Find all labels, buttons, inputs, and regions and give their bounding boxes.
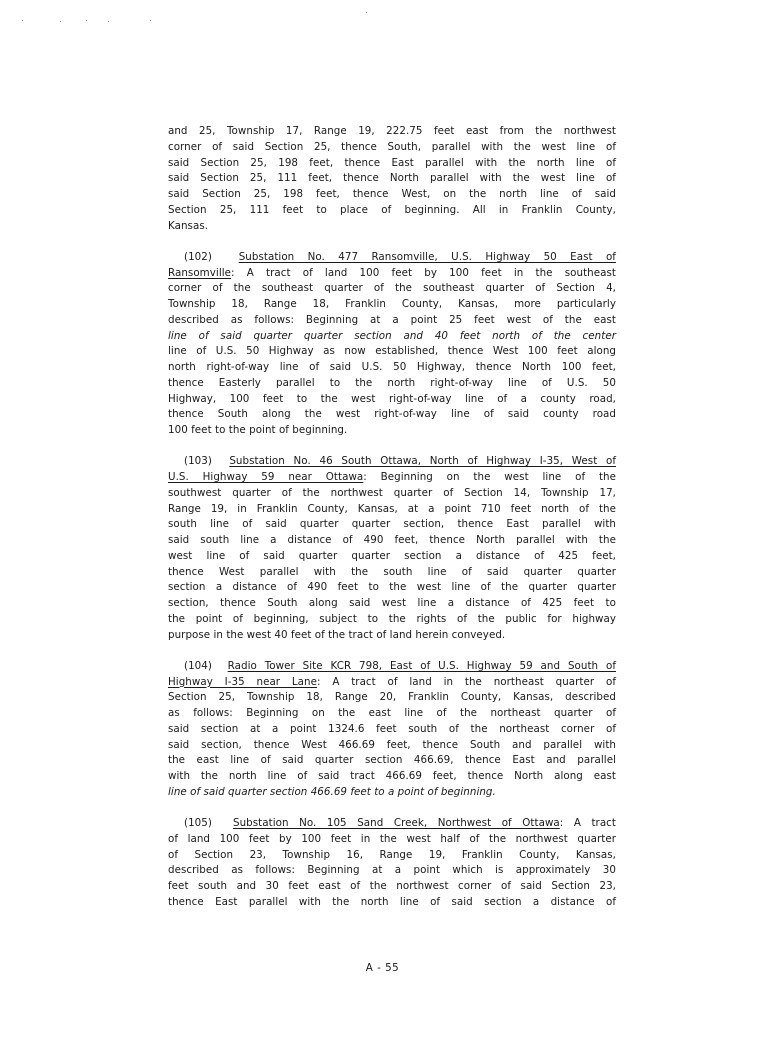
text-line: section a distance of 490 feet to the west line of the quarter quarter	[168, 581, 616, 594]
text-line: Section 25, Township 18, Range 20, Franklin County, Kansas, described	[168, 691, 616, 704]
scan-speck	[86, 20, 87, 21]
paragraph-104	[168, 659, 616, 801]
text-line: said south line a distance of 490 feet, thence North parallel with the	[168, 534, 616, 546]
text-run: : A tract of land in the northeast quarter of	[317, 675, 617, 688]
text-line: said Section 25, 198 feet, thence East parallel with the north line of	[168, 156, 616, 169]
paragraph-105	[168, 816, 616, 911]
heading-line	[168, 659, 616, 675]
text-line: south line of said quarter quarter section, thence East parallel with	[168, 518, 616, 531]
heading-line	[168, 250, 616, 266]
scan-speck	[22, 20, 23, 21]
page-number: A - 55	[365, 962, 400, 974]
item-heading-continued: U.S. Highway 59 near Ottawa	[168, 471, 364, 483]
text-line: the point of beginning, subject to the rights of the public for highway	[168, 612, 616, 625]
paragraph-continuation	[168, 124, 616, 234]
text-run: : A tract	[559, 817, 616, 829]
text-line: purpose in the west 40 feet of the tract of land herein conveyed.	[168, 628, 506, 641]
text-line: Highway, 100 feet to the west right-of-way line of a county road,	[168, 392, 616, 405]
text-line: described as follows: Beginning at a point 25 feet west of the east	[168, 313, 616, 326]
text-line: line of said quarter quarter section and 40 feet north of the center	[168, 329, 616, 342]
text-line: thence South along the west right-of-way line of said county road	[168, 408, 616, 421]
heading-line	[168, 675, 616, 691]
text-line: said section at a point 1324.6 feet south of the northeast corner of	[168, 722, 616, 735]
text-line: described as follows: Beginning at a point which is approximately 30	[168, 864, 616, 877]
text-line: southwest quarter of the northwest quarter of Section 14, Township 17,	[168, 486, 616, 499]
item-heading-continued: Highway I-35 near Lane	[168, 675, 317, 688]
text-line: corner of said Section 25, thence South, parallel with the west line of	[168, 140, 616, 153]
text-line: feet south and 30 feet east of the northwest corner of said Section 23,	[168, 880, 616, 892]
text-line: thence East parallel with the north line of said section a distance of	[168, 895, 616, 908]
text-line: corner of the southeast quarter of the southeast quarter of Section 4,	[168, 282, 616, 295]
text-line: said Section 25, 111 feet, thence North parallel with the west line of	[168, 172, 616, 185]
text-line: said Section 25, 198 feet, thence West, on the north line of said	[168, 188, 616, 200]
text-line: 100 feet to the point of beginning.	[168, 424, 348, 436]
text-line: of land 100 feet by 100 feet in the west half of the northwest quarter	[168, 832, 616, 845]
item-heading: Radio Tower Site KCR 798, East of U.S. Highway 59 and South of	[227, 659, 616, 672]
text-line: Kansas.	[168, 219, 209, 232]
text-line: west line of said quarter quarter section a distance of 425 feet,	[168, 549, 616, 562]
item-number: (104)	[184, 659, 212, 672]
text-line: line of said quarter section 466.69 feet to a point of beginning.	[168, 785, 496, 798]
text-line: north right-of-way line of said U.S. 50 Highway, thence North 100 feet,	[168, 361, 616, 373]
text-line: Section 25, 111 feet to place of beginning. All in Franklin County,	[168, 203, 616, 216]
scan-speck	[366, 12, 367, 13]
scan-speck	[108, 21, 109, 22]
text-line: the east line of said quarter section 466.69, thence East and parallel	[168, 754, 616, 767]
document-body	[168, 124, 616, 926]
heading-line	[168, 470, 616, 486]
text-line: said section, thence West 466.69 feet, thence South and parallel with	[168, 738, 616, 751]
item-number: (105)	[184, 817, 212, 829]
text-line: of Section 23, Township 16, Range 19, Franklin County, Kansas,	[168, 848, 616, 861]
item-number: (103)	[184, 455, 212, 468]
text-line: as follows: Beginning on the east line of the northeast quarter of	[168, 707, 616, 719]
text-line: line of U.S. 50 Highway as now established, thence West 100 feet along	[168, 345, 616, 358]
heading-line	[168, 454, 616, 470]
scan-speck	[60, 21, 61, 22]
text-line: thence West parallel with the south line of said quarter quarter	[168, 565, 616, 578]
text-line: with the north line of said tract 466.69 feet, thence North along east	[168, 770, 616, 782]
text-run: : Beginning on the west line of the	[363, 471, 616, 483]
item-heading: Substation No. 46 South Ottawa, North of Highway I-35, West of	[229, 455, 616, 468]
heading-line	[168, 266, 616, 282]
item-number: (102)	[184, 250, 212, 263]
item-heading: Substation No. 477 Ransomville, U.S. Highway 50 East of	[238, 250, 616, 263]
text-run: : A tract of land 100 feet by 100 feet in the southeast	[231, 266, 616, 279]
text-line: Range 19, in Franklin County, Kansas, at a point 710 feet north of the	[168, 502, 616, 515]
text-line: Township 18, Range 18, Franklin County, Kansas, more particularly	[168, 298, 616, 310]
item-heading: Substation No. 105 Sand Creek, Northwest of Ottawa	[233, 817, 560, 829]
heading-line	[168, 816, 616, 832]
text-line: section, thence South along said west line a distance of 425 feet to	[168, 597, 616, 609]
paragraph-102	[168, 250, 616, 439]
item-heading-continued: Ransomville	[168, 266, 232, 279]
paragraph-103	[168, 454, 616, 643]
scan-speck	[150, 20, 151, 21]
text-line: thence Easterly parallel to the north right-of-way line of U.S. 50	[168, 376, 616, 389]
text-line: and 25, Township 17, Range 19, 222.75 feet east from the northwest	[168, 125, 616, 137]
